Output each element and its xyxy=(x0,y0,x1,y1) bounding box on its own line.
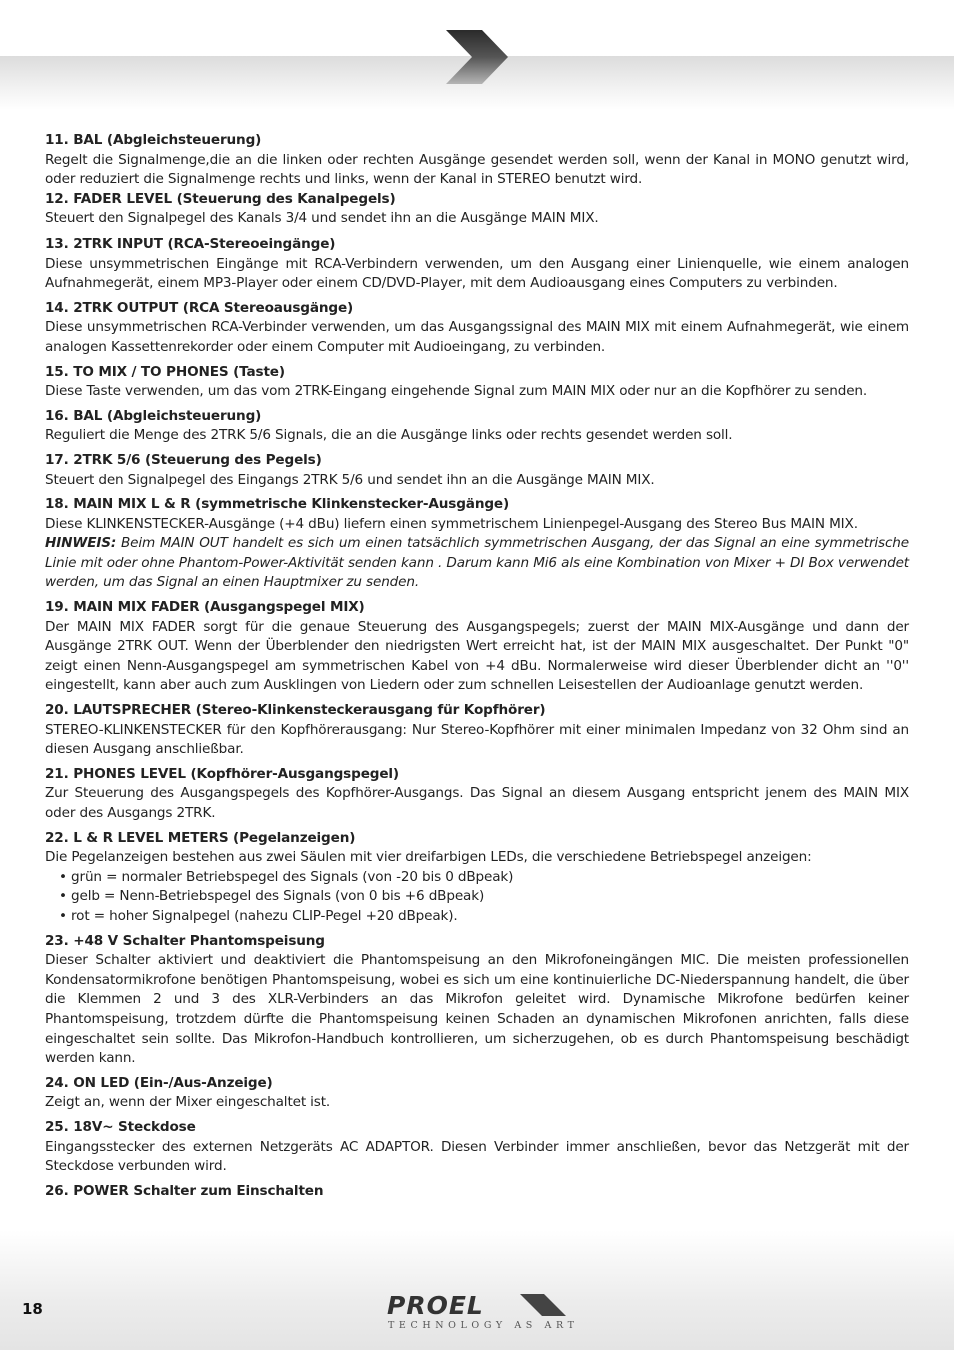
section-text: Diese unsymmetrischen RCA-Verbinder verwenden, um das Ausgangssignal des MAIN MIX mit einem Aufnahmegerät, wie einem analogen Kassettenrekorder oder einem Computer mit Audioeingang, zu verbinden. xyxy=(45,319,909,355)
section-text: Eingangsstecker des externen Netzgeräts AC ADAPTOR. Diesen Verbinder immer anschließen, bevor das Netzgerät mit der Steckdose verbunden wird. xyxy=(45,1138,909,1175)
section-16 xyxy=(45,407,909,446)
section-text: Dieser Schalter aktiviert und deaktiviert die Phantomspeisung an den Mikrofoneingängen MIC. Die meisten professionellen Kondensatormikrofone benötigen Phantomspeisung, wobei es sich um eine kontinuierliche DC-Niederspannung handelt, die über die Klemmen 2 und 3 des XLR-Verbinders an das Mikrofon geleitet wird. Dynamische Mikrofone bedürfen keiner Phantomspeisung, trotzdem dürfte die Phantomspeisung keinen Schaden an dynamischen Mikrofonen anrichten, falls diese eingeschaltet sein sollte. Das Mikrofon-Handbuch kontrollieren, um sicherzugehen, ob es durch Phantomspeisung beschädigt werden kann. xyxy=(45,952,909,1067)
section-heading: 14. 2TRK OUTPUT (RCA Stereoausgänge) xyxy=(45,299,354,316)
logo-tagline: TECHNOLOGY AS ART xyxy=(388,1320,579,1331)
list-item: • grün = normaler Betriebspegel des Signals (von -20 bis 0 dBpeak) xyxy=(59,868,909,888)
section-21 xyxy=(45,765,909,824)
note-text: Beim MAIN OUT handelt es sich um einen tatsächlich symmetrischen Ausgang, der das Signal an eine symmetrische Linie mit oder ohne Phantom-Power-Aktivität senden kann . Darum kann Mi6 als eine Kombination von Mixer + DI Box verwendet werden, um das Signal an einen Hauptmixer zu senden. xyxy=(45,535,909,591)
section-text: Zur Steuerung des Ausgangspegels des Kopfhörer-Ausgangs. Das Signal an diesem Ausgang entspricht jenem des MAIN MIX oder des Ausgangs 2TRK. xyxy=(45,785,909,821)
list-item: • rot = hoher Signalpegel (nahezu CLIP-Pegel +20 dBpeak). xyxy=(59,907,909,927)
section-heading: 25. 18V~ Steckdose xyxy=(45,1118,196,1135)
logo-wordmark: PROEL xyxy=(387,1291,484,1320)
section-11 xyxy=(45,131,909,190)
section-26 xyxy=(45,1182,909,1202)
section-heading: 22. L & R LEVEL METERS (Pegelanzeigen) xyxy=(45,829,356,846)
section-22 xyxy=(45,829,909,927)
section-25 xyxy=(45,1118,909,1177)
section-20 xyxy=(45,701,909,760)
section-heading: 18. MAIN MIX L & R (symmetrische Klinkenstecker-Ausgänge) xyxy=(45,496,510,513)
section-heading: 15. TO MIX / TO PHONES (Taste) xyxy=(45,363,285,380)
led-level-list xyxy=(45,868,909,927)
logo-arrow-icon xyxy=(520,1294,566,1316)
section-17 xyxy=(45,451,909,490)
list-item: • gelb = Nenn-Betriebspegel des Signals (von 0 bis +6 dBpeak) xyxy=(59,887,909,907)
section-heading: 16. BAL (Abgleichsteuerung) xyxy=(45,407,262,424)
section-text: Regelt die Signalmenge,die an die linken oder rechten Ausgänge gesendet werden soll, wenn der Kanal in MONO genutzt wird, oder reduziert die Signalmenge rechts und links, wenn der Kanal in STEREO benutzt wird. xyxy=(45,151,909,188)
section-24 xyxy=(45,1074,909,1113)
section-heading: 24. ON LED (Ein-/Aus-Anzeige) xyxy=(45,1074,273,1091)
section-text: Steuert den Signalpegel des Kanals 3/4 und sendet ihn an die Ausgänge MAIN MIX. xyxy=(45,210,599,227)
section-heading: 11. BAL (Abgleichsteuerung) xyxy=(45,132,262,148)
section-13 xyxy=(45,235,909,294)
header-arrow-icon xyxy=(444,30,510,84)
section-heading: 17. 2TRK 5/6 (Steuerung des Pegels) xyxy=(45,451,322,468)
section-14 xyxy=(45,299,909,358)
section-text: Diese KLINKENSTECKER-Ausgänge (+4 dBu) liefern einen symmetrischem Linienpegel-Ausgang des Stereo Bus MAIN MIX. xyxy=(45,515,858,532)
section-12 xyxy=(45,190,909,229)
section-heading: 19. MAIN MIX FADER (Ausgangspegel MIX) xyxy=(45,599,365,616)
section-heading: 21. PHONES LEVEL (Kopfhörer-Ausgangspegel) xyxy=(45,765,399,782)
section-heading: 20. LAUTSPRECHER (Stereo-Klinkensteckerausgang für Kopfhörer) xyxy=(45,702,546,719)
document-body xyxy=(45,131,909,1206)
proel-logo xyxy=(386,1290,579,1334)
page-number: 18 xyxy=(22,1300,43,1318)
section-heading: 12. FADER LEVEL (Steuerung des Kanalpegels) xyxy=(45,190,396,207)
section-23 xyxy=(45,932,909,1069)
note-label: HINWEIS: xyxy=(45,535,117,552)
section-text: Diese unsymmetrischen Eingänge mit RCA-Verbindern verwenden, um den Ausgang einer Linienquelle, wie einem analogen Aufnahmegerät, einem MP3-Player oder einem CD/DVD-Player, mit dem Audioausgang eines Computers zu verbinden. xyxy=(45,255,909,292)
section-text: Reguliert die Menge des 2TRK 5/6 Signals, die an die Ausgänge links oder rechts gesendet werden soll. xyxy=(45,427,733,444)
section-15 xyxy=(45,363,909,402)
section-19 xyxy=(45,598,909,696)
section-text: Zeigt an, wenn der Mixer eingeschaltet ist. xyxy=(45,1094,331,1111)
section-heading: 23. +48 V Schalter Phantomspeisung xyxy=(45,932,325,949)
section-text: Steuert den Signalpegel des Eingangs 2TRK 5/6 und sendet ihn an die Ausgänge MAIN MIX. xyxy=(45,471,655,488)
section-heading: 26. POWER Schalter zum Einschalten xyxy=(45,1182,324,1199)
note-paragraph xyxy=(45,534,909,593)
section-text: Diese Taste verwenden, um das vom 2TRK-Eingang eingehende Signal zum MAIN MIX oder nur an die Kopfhörer zu senden. xyxy=(45,383,868,400)
section-18 xyxy=(45,495,909,593)
section-text: STEREO-KLINKENSTECKER für den Kopfhörerausgang: Nur Stereo-Kopfhörer mit einer minimalen Impedanz von 32 Ohm sind an diesen Ausgang anschließbar. xyxy=(45,721,909,758)
section-text: Der MAIN MIX FADER sorgt für die genaue Steuerung des Ausgangspegels; zuerst der MAIN MIX-Ausgänge und dann der Ausgänge 2TRK OUT. Wenn der Überblender den niedrigsten Wert erreicht hat, ist der MAIN MIX ausgeschaltet. Der Punkt "0" zeigt einen Nenn-Ausgangspegel am symmetrischen Kabel von +4 dBu. Normalerweise wird dieser Überblender dicht an ''0'' eingestellt, kann aber auch zum Ausklingen von Liedern oder zum schnellen Leisestellen der Audioanlage genutzt werden. xyxy=(45,618,909,694)
section-text: Die Pegelanzeigen bestehen aus zwei Säulen mit vier dreifarbigen LEDs, die verschiedene Betriebspegel anzeigen: xyxy=(45,849,812,866)
section-heading: 13. 2TRK INPUT (RCA-Stereoeingänge) xyxy=(45,235,336,252)
